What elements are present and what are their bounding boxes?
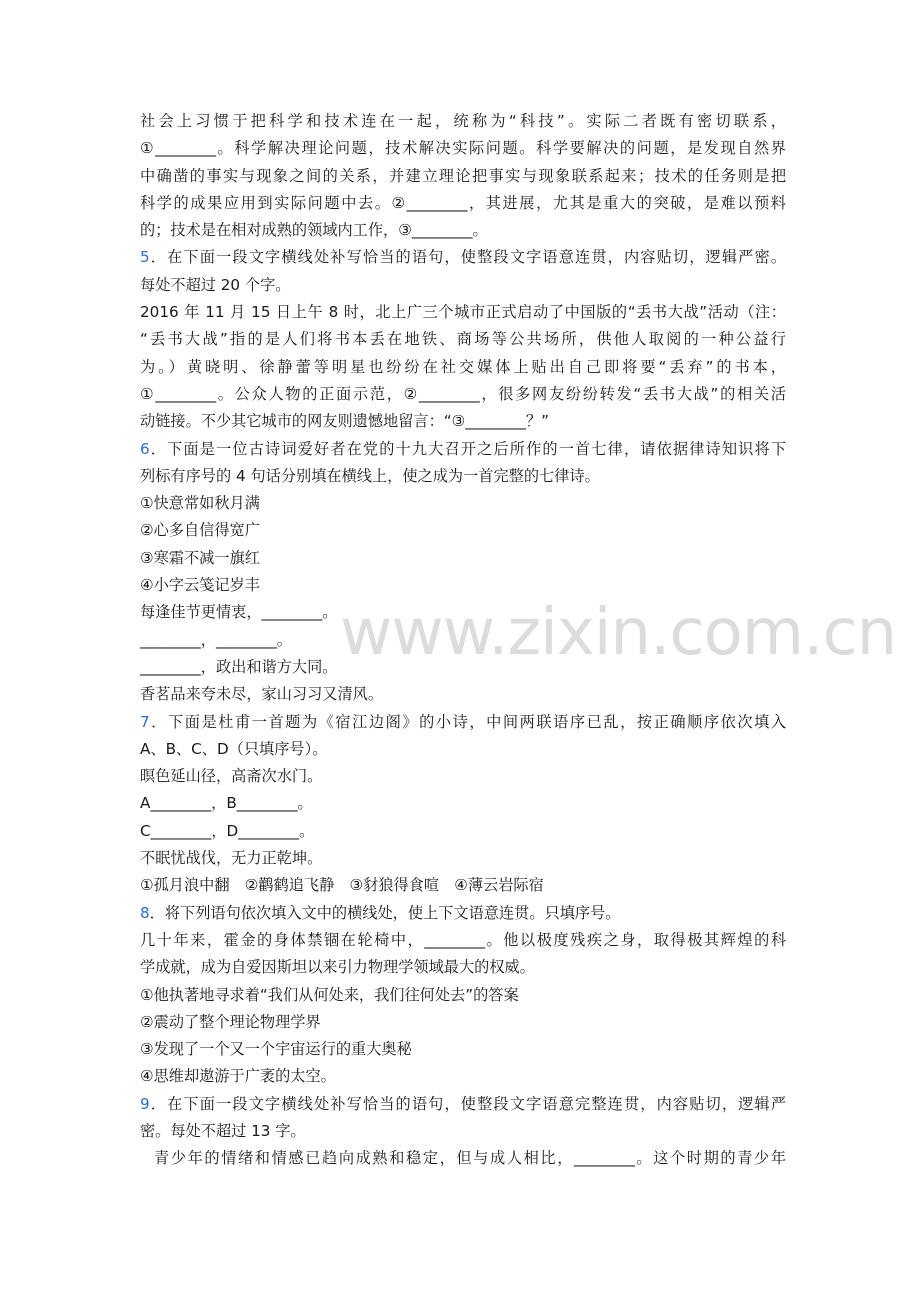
text-line xyxy=(140,1118,786,1145)
text-line xyxy=(140,190,786,217)
text-line xyxy=(140,790,786,817)
line-text: ．在下面一段文字横线处补写恰当的语句，使整段文字语意连贯，内容贴切，逻辑严密。 xyxy=(149,248,786,267)
line-text: 青少年的情绪和情感已趋向成熟和稳定，但与成人相比，________。这个时期的青少年 xyxy=(154,1149,786,1168)
line-text: 香茗品来夸未尽，家山习习又清风。 xyxy=(140,685,383,704)
line-text: 不眠忧战伐，无力正乾坤。 xyxy=(140,849,323,868)
question-number: 7 xyxy=(140,712,150,731)
text-line xyxy=(140,736,786,763)
line-text: 为。）黄晓明、徐静蕾等明星也纷纷在社交媒体上贴出自己即将要“丢弃”的书本， xyxy=(140,357,786,376)
text-line xyxy=(140,954,786,981)
text-line xyxy=(140,517,786,544)
watermark: www.zixin.com.cn xyxy=(340,596,897,670)
line-text: “丢书大战”指的是人们将书本丢在地铁、商场等公共场所，供他人取阅的一种公益行 xyxy=(140,330,786,349)
line-text: 几十年来，霍金的身体禁锢在轮椅中，________。他以极度残疾之身，取得极其辉煌的科 xyxy=(140,930,786,949)
question-number: 5 xyxy=(140,248,150,267)
question-line-6 xyxy=(140,436,786,463)
line-text: ②心多自信得宽广 xyxy=(140,521,260,540)
line-text: ①________。公众人物的正面示范，②________，很多网友纷纷转发“丢书大战”的相关活 xyxy=(140,384,786,403)
text-line xyxy=(140,163,786,190)
line-text: 列标有序号的 4 句话分别填在横线上，使之成为一首完整的七律诗。 xyxy=(140,466,600,485)
text-line xyxy=(140,381,786,408)
text-line xyxy=(140,1145,786,1172)
text-line xyxy=(140,108,786,135)
line-text: 社会上习惯于把科学和技术连在一起，统称为“科技”。实际二者既有密切联系， xyxy=(140,112,786,130)
text-line xyxy=(140,299,786,326)
line-text: ③发现了一个又一个宇宙运行的重大奥秘 xyxy=(140,1040,412,1059)
text-line xyxy=(140,872,786,899)
line-text: ③寒霜不减一旗红 xyxy=(140,548,260,567)
question-line-7 xyxy=(140,709,786,736)
question-line-9 xyxy=(140,1091,786,1118)
line-text: ①孤月浪中翻 ②鹳鹤追飞静 ③豺狼得食喧 ④薄云岩际宿 xyxy=(140,876,544,895)
line-text: ④小字云笺记岁丰 xyxy=(140,576,260,595)
line-text: ②震动了整个理论物理学界 xyxy=(140,1012,321,1031)
text-line xyxy=(140,818,786,845)
line-text: ________，________。 xyxy=(140,630,292,649)
line-text: 学成就，成为自爱因斯坦以来引力物理学领域最大的权威。 xyxy=(140,958,535,977)
line-text: A、B、C、D（只填序号）。 xyxy=(140,739,328,758)
line-text: ．下面是杜甫一首题为《宿江边阁》的小诗，中间两联语序已乱，按正确顺序依次填入 xyxy=(149,712,786,731)
text-line xyxy=(140,272,786,299)
line-text: ．将下列语句依次填入文中的横线处，使上下文语意连贯。只填序号。 xyxy=(149,903,621,922)
line-text: ①________。科学解决理论问题，技术解决实际问题。科学要解决的问题，是发现自然界 xyxy=(140,139,786,158)
line-text: 密。每处不超过 13 字。 xyxy=(140,1121,306,1140)
question-number: 9 xyxy=(140,1094,150,1113)
text-line xyxy=(140,1009,786,1036)
question-line-8 xyxy=(140,900,786,927)
line-text: 动链接。不少其它城市的网友则遗憾地留言：“③________？” xyxy=(140,412,550,431)
text-line xyxy=(140,217,786,244)
line-text: 的；技术是在相对成熟的领域内工作，③________。 xyxy=(140,221,488,240)
line-text: ．下面是一位古诗词爱好者在党的十九大召开之后所作的一首七律，请依据律诗知识将下 xyxy=(149,439,786,458)
line-text: C________，D________。 xyxy=(140,821,315,840)
line-text: ①他执著地寻求着“我们从何处来，我们往何处去”的答案 xyxy=(140,985,519,1004)
line-text: ．在下面一段文字横线处补写恰当的语句，使整段文字语意完整连贯，内容贴切，逻辑严 xyxy=(149,1094,786,1113)
line-text: 科学的成果应用到实际问题中去。②________，其进展，尤其是重大的突破，是难以预料 xyxy=(140,193,786,212)
question-number: 6 xyxy=(140,439,150,458)
line-text: 2016 年 11 月 15 日上午 8 时，北上广三个城市正式启动了中国版的“丢书大战”活动（注： xyxy=(140,303,786,322)
text-line xyxy=(140,1063,786,1090)
line-text: A________，B________。 xyxy=(140,794,313,813)
text-line xyxy=(140,463,786,490)
text-line xyxy=(140,982,786,1009)
line-text: ①快意常如秋月满 xyxy=(140,494,260,513)
text-line xyxy=(140,354,786,381)
text-line xyxy=(140,763,786,790)
line-text: 每处不超过 20 个字。 xyxy=(140,275,291,294)
question-line-5 xyxy=(140,244,786,271)
text-line xyxy=(140,845,786,872)
text-line xyxy=(140,135,786,162)
text-line xyxy=(140,1036,786,1063)
question-number: 8 xyxy=(140,903,150,922)
line-text: ④思维却遨游于广袤的太空。 xyxy=(140,1067,336,1086)
text-line xyxy=(140,326,786,353)
text-line xyxy=(140,408,786,435)
line-text: 暝色延山径，高斋次水门。 xyxy=(140,767,323,786)
text-line xyxy=(140,927,786,954)
line-text: ________，政出和谐方大同。 xyxy=(140,657,338,676)
text-line xyxy=(140,681,786,708)
line-text: 中确凿的事实与现象之间的关系，并建立理论把事实与现象联系起来；技术的任务则是把 xyxy=(140,166,786,185)
line-text: 每逢佳节更情衷，________。 xyxy=(140,603,338,622)
text-line xyxy=(140,545,786,572)
text-line xyxy=(140,490,786,517)
